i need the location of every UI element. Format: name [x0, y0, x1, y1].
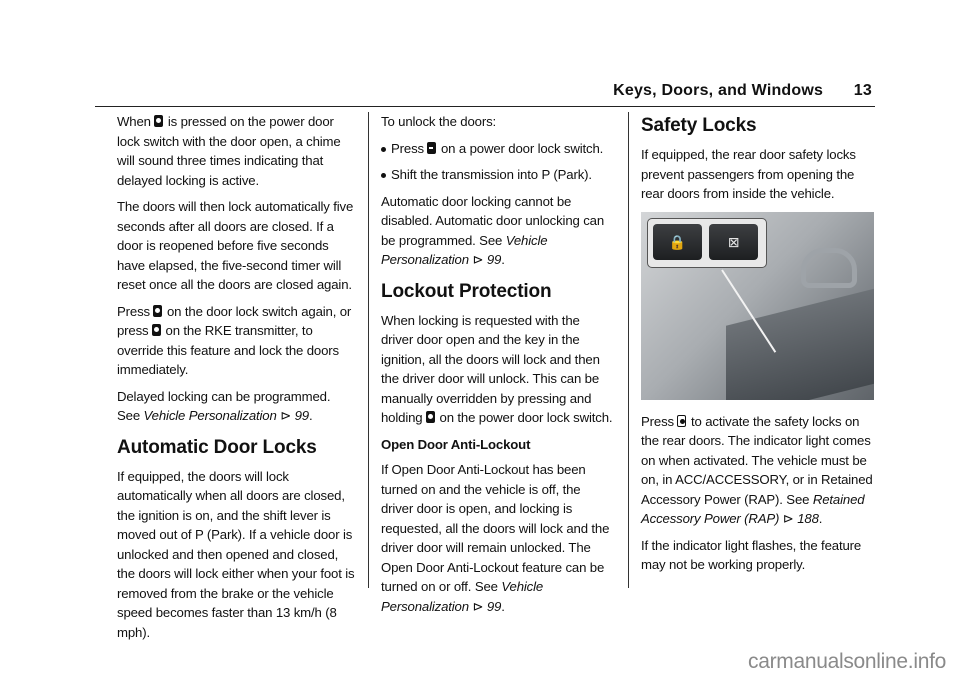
- paragraph: When locking is requested with the driver door open and the key in the ignition, all the doors will lock and then the driver door will unlock. This can be manually overridden by pressing and holding on the power door lock switch.: [381, 312, 613, 425]
- lock-icon: [152, 324, 161, 336]
- page-ref-arrow-icon: ⊳: [472, 598, 484, 614]
- page-number: 13: [853, 82, 872, 99]
- column-divider: [628, 112, 629, 588]
- heading-lockout-protection: Lockout Protection: [381, 280, 552, 302]
- paragraph: If Open Door Anti-Lockout has been turned on and the vehicle is off, the driver door is open, and locking is requested, all the doors will lock and the driver door will remain unlocked. The Open Door Anti-Lockout feature can be turned on or off. See Vehicle Personalization ⊳ 99.: [381, 462, 610, 614]
- switch-callout: [647, 218, 767, 268]
- column-2: [381, 112, 614, 623]
- paragraph: Automatic door locking cannot be disabled. Automatic door unlocking can be programmed. See Vehicle Personalization ⊳ 99.: [381, 193, 605, 267]
- subheading-open-door-anti-lockout: Open Door Anti-Lockout: [381, 436, 531, 452]
- heading-safety-locks: Safety Locks: [641, 115, 757, 136]
- watermark: carmanualsonline.info: [748, 650, 946, 673]
- door-handle-shape: [801, 248, 857, 288]
- page-ref-link[interactable]: Vehicle Personalization ⊳ 99: [381, 579, 544, 614]
- paragraph: When is pressed on the power door lock switch with the door open, a chime will sound three times indicating that delayed locking is active.: [117, 114, 341, 188]
- paragraph: To unlock the doors:: [381, 114, 497, 129]
- header-rule: [95, 106, 875, 107]
- safety-lock-icon: [677, 415, 686, 427]
- paragraph: Press on the door lock switch again, or press on the RKE transmitter, to override this feature and lock the doors immediately.: [117, 303, 352, 377]
- lock-icon: [153, 305, 162, 317]
- page-ref-link[interactable]: Vehicle Personalization ⊳ 99: [381, 232, 548, 267]
- heading-automatic-door-locks: Automatic Door Locks: [117, 436, 317, 458]
- door-panel-illustration: [641, 212, 874, 400]
- door-armrest-shape: [726, 288, 874, 400]
- window-lockout-switch-icon: ⊠: [709, 224, 758, 260]
- list-item: Shift the transmission into P (Park).: [381, 165, 614, 185]
- column-1: [117, 112, 355, 649]
- paragraph: If the indicator light flashes, the feature may not be working properly.: [641, 537, 862, 572]
- lock-icon: [154, 115, 163, 127]
- lock-icon: [426, 411, 435, 423]
- paragraph: If equipped, the doors will lock automatically when all doors are closed, the ignition is on, and the shift lever is moved out of P (Park). If a vehicle door is unlocked and then opened and closed, the doors will lock either when your foot is removed from the brake or the vehicle speed becomes faster than 13 km/h (8 mph).: [117, 468, 355, 640]
- paragraph: Press to activate the safety locks on the rear doors. The indicator light comes on when activated. The vehicle must be on, in ACC/ACCESSORY, or in Retained Accessory Power (RAP). See Retained Accessory Power (RAP) ⊳ 188.: [641, 413, 873, 526]
- bullet-list: [381, 139, 614, 185]
- column-3: [641, 112, 873, 582]
- list-item: Press on a power door lock switch.: [381, 139, 614, 159]
- paragraph: The doors will then lock automatically five seconds after all doors are closed. If a door is reopened before five seconds have elapsed, the five-second timer will reset once all the doors are closed again.: [117, 199, 354, 292]
- lock-switch-icon: 🔒: [653, 224, 702, 260]
- column-divider: [368, 112, 369, 588]
- paragraph: Delayed locking can be programmed. See Vehicle Personalization ⊳ 99.: [117, 388, 331, 423]
- page-ref-link[interactable]: Vehicle Personalization ⊳ 99: [143, 408, 309, 423]
- page-ref-arrow-icon: ⊳: [472, 252, 484, 267]
- section-title: Keys, Doors, and Windows: [613, 82, 824, 99]
- page-header: [613, 82, 872, 100]
- paragraph: If equipped, the rear door safety locks prevent passengers from opening the rear doors from inside the vehicle.: [641, 147, 856, 201]
- page-ref-link[interactable]: Retained Accessory Power (RAP) ⊳ 188: [641, 491, 865, 526]
- page-ref-arrow-icon: ⊳: [280, 408, 292, 423]
- unlock-icon: [427, 142, 436, 154]
- page-ref-arrow-icon: ⊳: [782, 511, 794, 526]
